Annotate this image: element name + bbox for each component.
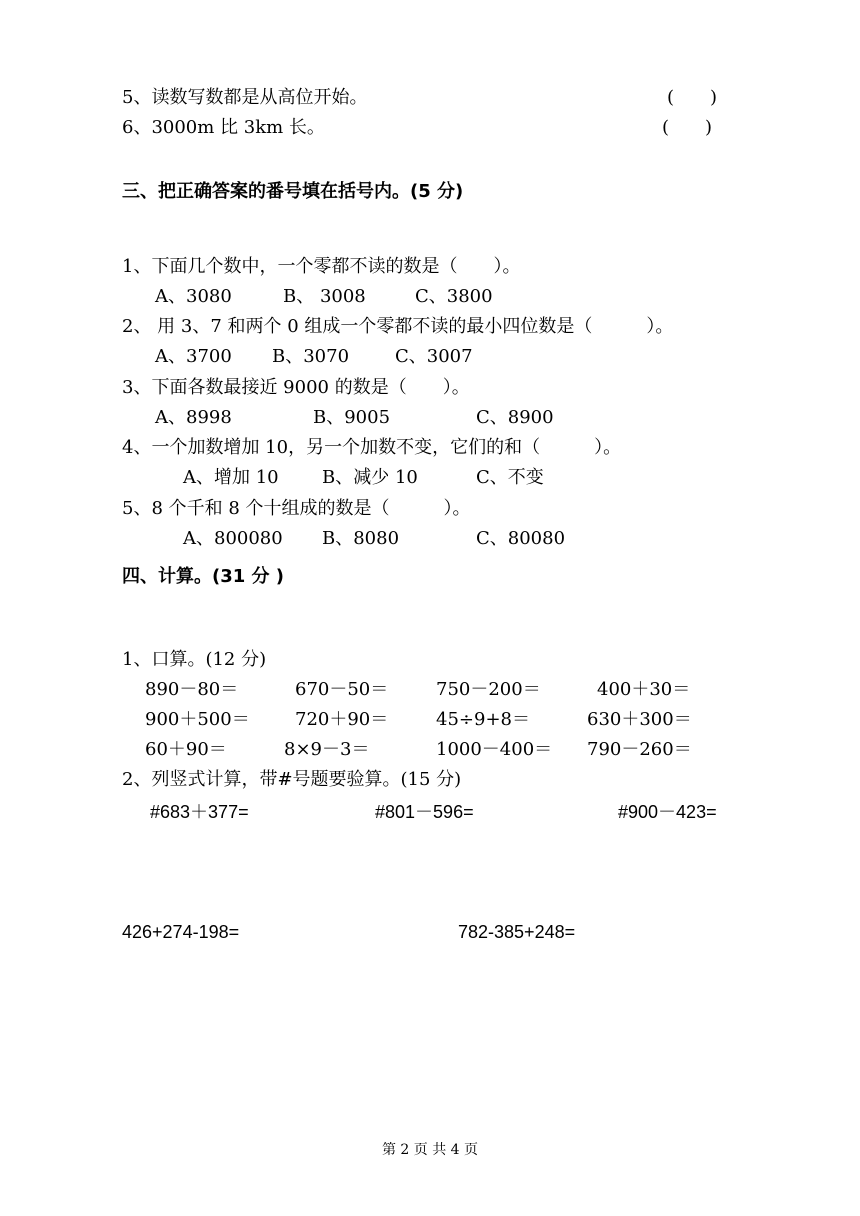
- s3-q2-text: 2、 用 3、7 和两个 0 组成一个零都不读的最小四位数是（ ）。: [122, 316, 674, 337]
- s3-q3-option-a: A、8998: [155, 407, 232, 428]
- vertical-item: #683＋377=: [150, 802, 249, 822]
- vertical-item: #900－423=: [618, 802, 717, 822]
- vertical-item: #801－596=: [375, 802, 474, 822]
- oral-item: 400＋30＝: [597, 679, 691, 700]
- oral-item: 890－80＝: [145, 679, 239, 700]
- s3-q2-option-b: B、3070: [272, 346, 350, 367]
- oral-item: 60＋90＝: [145, 739, 227, 760]
- oral-item: 790－260＝: [587, 739, 692, 760]
- section3-title: 三、把正确答案的番号填在括号内。(5 分): [122, 181, 464, 202]
- oral-item: 750－200＝: [436, 679, 541, 700]
- s3-q5-text: 5、8 个千和 8 个十组成的数是（ ）。: [122, 498, 471, 519]
- judge-q5-answer-paren: ( ): [667, 87, 718, 108]
- s3-q4-text: 4、一个加数增加 10，另一个加数不变，它们的和（ ）。: [122, 437, 622, 458]
- oral-item: 720＋90＝: [295, 709, 389, 730]
- s3-q5-option-a: A、800080: [183, 528, 283, 549]
- oral-item: 670－50＝: [295, 679, 389, 700]
- s3-q2-option-c: C、3007: [395, 346, 473, 367]
- vertical-calc-title: 2、列竖式计算，带#号题要验算。(15 分): [122, 769, 462, 790]
- mixed-calc-item: 426+274-198=: [122, 922, 240, 942]
- s3-q5-option-b: B、8080: [322, 528, 400, 549]
- s3-q1-text: 1、下面几个数中，一个零都不读的数是（ ）。: [122, 256, 521, 277]
- oral-item: 630＋300＝: [587, 709, 692, 730]
- s3-q3-option-c: C、8900: [476, 407, 554, 428]
- s3-q2-option-a: A、3700: [155, 346, 232, 367]
- s3-q1-option-a: A、3080: [155, 286, 232, 307]
- s3-q4-option-c: C、不变: [476, 467, 544, 488]
- s3-q3-option-b: B、9005: [313, 407, 391, 428]
- section4-title: 四、计算。(31 分 ): [122, 566, 285, 587]
- judge-q6-text: 6、3000m 比 3km 长。: [122, 117, 325, 138]
- s3-q1-option-c: C、3800: [415, 286, 493, 307]
- s3-q5-option-c: C、80080: [476, 528, 566, 549]
- page-footer: 第 2 页 共 4 页: [381, 1142, 479, 1158]
- s3-q3-text: 3、下面各数最接近 9000 的数是（ ）。: [122, 377, 470, 398]
- judge-q6-answer-paren: ( ): [662, 117, 713, 138]
- oral-item: 1000－400＝: [436, 739, 553, 760]
- s3-q1-option-b: B、 3008: [283, 286, 366, 307]
- s3-q4-option-b: B、减少 10: [322, 467, 418, 488]
- mixed-calc-item: 782-385+248=: [458, 922, 576, 942]
- s3-q4-option-a: A、增加 10: [183, 467, 279, 488]
- oral-item: 8×9－3＝: [284, 739, 370, 760]
- oral-item: 900＋500＝: [145, 709, 250, 730]
- judge-q5-text: 5、读数写数都是从高位开始。: [122, 87, 368, 108]
- oral-calc-title: 1、口算。(12 分): [122, 649, 267, 670]
- oral-item: 45÷9+8＝: [436, 709, 530, 730]
